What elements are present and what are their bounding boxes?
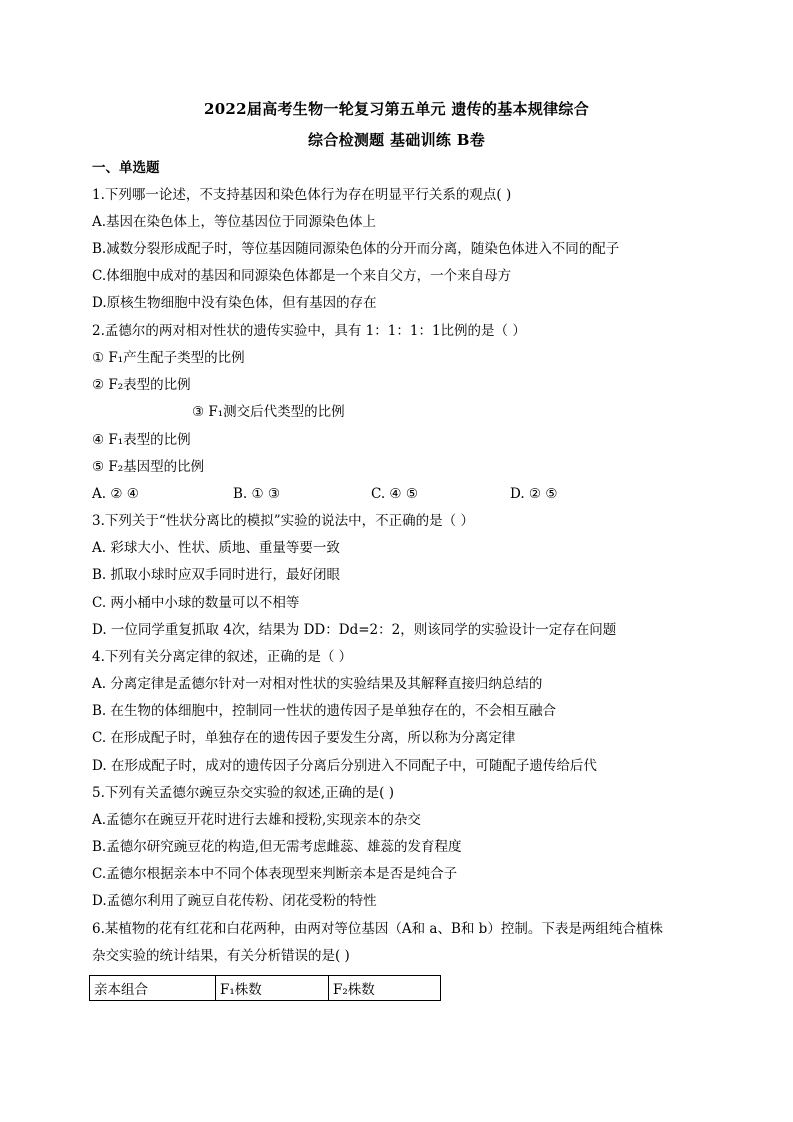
question-5-stem: 5.下列有关孟德尔豌豆杂交实验的叙述,正确的是( ) bbox=[92, 785, 394, 801]
table-header-cell: F₂株数 bbox=[329, 976, 441, 1001]
question-2-item-2: ② F₂表型的比例 bbox=[92, 377, 191, 393]
question-6-stem-line1: 6.某植物的花有红花和白花两种，由两对等位基因（A和 a、B和 b）控制。下表是两组纯合植株 bbox=[92, 921, 663, 937]
question-1-option-b: B.减数分裂形成配子时，等位基因随同源染色体的分开而分离，随染色体进入不同的配子 bbox=[92, 241, 620, 257]
question-4-option-b: B. 在生物的体细胞中，控制同一性状的遗传因子是单独存在的，不会相互融合 bbox=[92, 703, 557, 719]
question-3-option-a: A. 彩球大小、性状、质地、重量等要一致 bbox=[92, 540, 340, 556]
question-2-option-c: C. ④ ⑤ bbox=[371, 486, 418, 502]
question-1-option-a: A.基因在染色体上，等位基因位于同源染色体上 bbox=[92, 214, 377, 230]
section-heading: 一、单选题 bbox=[92, 160, 160, 176]
question-5-option-a: A.孟德尔在豌豆开花时进行去雄和授粉,实现亲本的杂交 bbox=[92, 812, 421, 828]
question-2-option-d: D. ② ⑤ bbox=[510, 486, 558, 502]
question-5-option-c: C.孟德尔根据亲本中不同个体表现型来判断亲本是否是纯合子 bbox=[92, 866, 458, 882]
question-2-item-1: ① F₁产生配子类型的比例 bbox=[92, 350, 245, 366]
question-4-option-a: A. 分离定律是孟德尔针对一对相对性状的实验结果及其解释直接归纳总结的 bbox=[92, 676, 543, 692]
question-5-option-b: B.孟德尔研究豌豆花的构造,但无需考虑雌蕊、雄蕊的发育程度 bbox=[92, 839, 462, 855]
question-6-stem-line2: 杂交实验的统计结果，有关分析错误的是( ) bbox=[92, 948, 350, 964]
question-4-option-c: C. 在形成配子时，单独存在的遗传因子要发生分离，所以称为分离定律 bbox=[92, 730, 516, 746]
document-title-line2: 综合检测题 基础训练 B卷 bbox=[307, 131, 486, 149]
question-1-option-c: C.体细胞中成对的基因和同源染色体都是一个来自父方，一个来自母方 bbox=[92, 268, 512, 284]
question-2-stem: 2.孟德尔的两对相对性状的遗传实验中，具有 1：1：1：1比例的是（ ） bbox=[92, 323, 526, 339]
question-4-stem: 4.下列有关分离定律的叙述，正确的是（ ） bbox=[92, 649, 353, 665]
question-2-option-a: A. ② ④ bbox=[92, 486, 139, 502]
question-1-option-d: D.原核生物细胞中没有染色体，但有基因的存在 bbox=[92, 295, 377, 311]
question-3-option-c: C. 两小桶中小球的数量可以不相等 bbox=[92, 595, 300, 611]
question-2-item-3: ③ F₁测交后代类型的比例 bbox=[192, 404, 345, 420]
document-title-line1: 2022届高考生物一轮复习第五单元 遗传的基本规律综合 bbox=[203, 100, 590, 118]
question-2-item-4: ④ F₁表型的比例 bbox=[92, 432, 191, 448]
question-3-option-b: B. 抓取小球时应双手同时进行，最好闭眼 bbox=[92, 567, 341, 583]
question-3-option-d: D. 一位同学重复抓取 4次，结果为 DD：Dd=2：2，则该同学的实验设计一定存在问题 bbox=[92, 622, 617, 638]
table-header-cell: 亲本组合 bbox=[90, 976, 216, 1001]
question-5-option-d: D.孟德尔利用了豌豆自花传粉、闭花受粉的特性 bbox=[92, 893, 377, 909]
question-2-option-b: B. ① ③ bbox=[233, 486, 280, 502]
question-6-table bbox=[89, 975, 441, 1001]
question-3-stem: 3.下列关于“性状分离比的模拟”实验的说法中，不正确的是（ ） bbox=[92, 513, 474, 529]
question-4-option-d: D. 在形成配子时，成对的遗传因子分离后分别进入不同配子中，可随配子遗传给后代 bbox=[92, 758, 597, 774]
question-2-item-5: ⑤ F₂基因型的比例 bbox=[92, 459, 205, 475]
table-header-cell: F₁株数 bbox=[216, 976, 329, 1001]
question-1-stem: 1.下列哪一论述，不支持基因和染色体行为存在明显平行关系的观点( ) bbox=[92, 187, 512, 203]
table-header-row bbox=[90, 976, 441, 1001]
